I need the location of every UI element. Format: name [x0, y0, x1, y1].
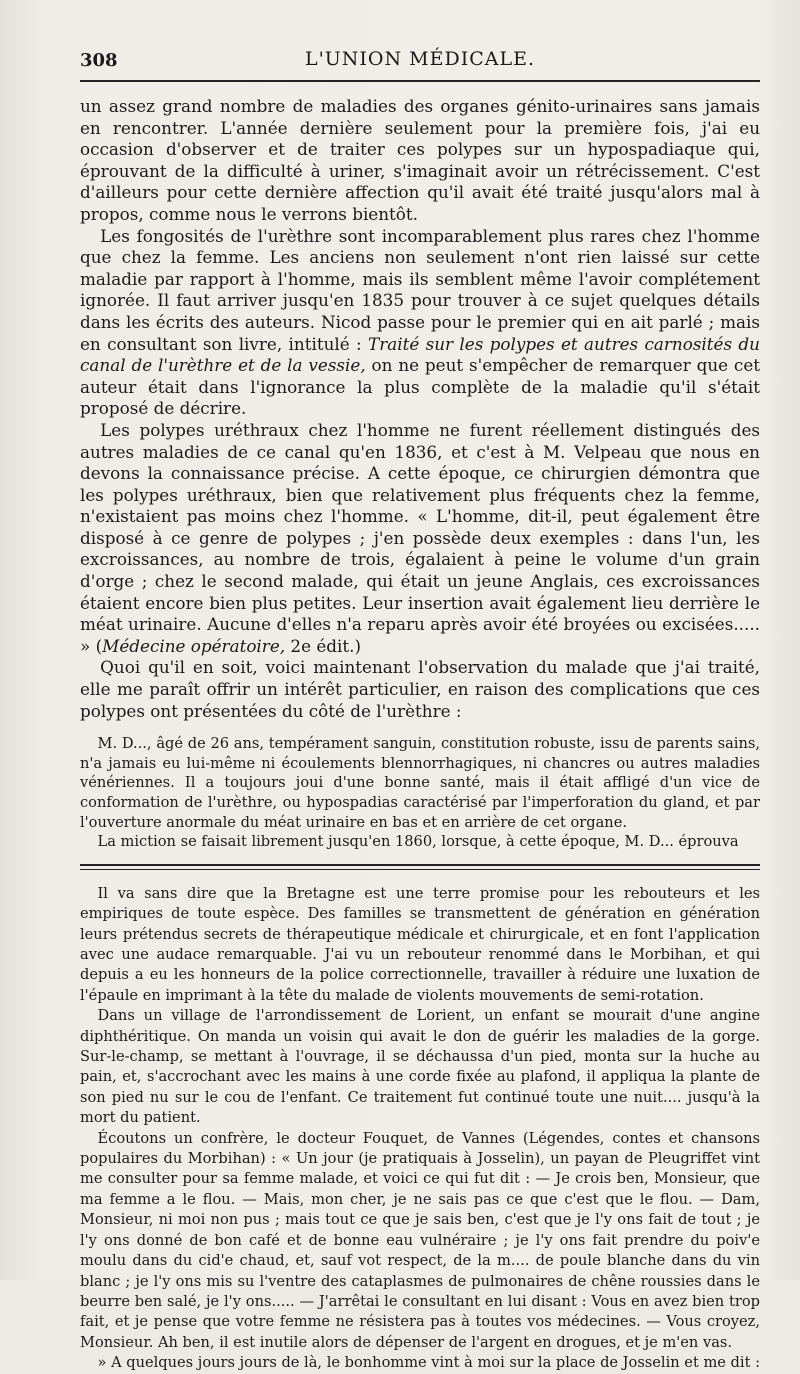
- text-run: Les polypes uréthraux chez l'homme ne furent réellement distingués des autres maladies de ce canal qu'en 1836, et c'est à M. Velpeau que nous en devons la connaissance précise. A cette époque, ce chirurgien démontra que les polypes uréthraux, bien que relativement plus fréquents chez la femme, n'existaient pas moins chez l'homme. « L'homme, dit-il, peut également être disposé à ce genre de polypes ; j'en possède deux exemples : dans l'un, les excroissances, au nombre de trois, égalaient à peine le volume d'un grain d'orge ; chez le second malade, qui était un jeune Anglais, ces excroissances étaient encore bien plus petites. Leur insertion avait également lieu derrière le méat urinaire. Aucune d'elles n'a reparu après avoir été broyées ou excisées..... » (: [80, 419, 760, 656]
- feuilleton-divider: [80, 864, 760, 870]
- paragraph: Dans un village de l'arrondissement de Lorient, un enfant se mourait d'une angine diphthéritique. On manda un voisin qui avait le don de guérir les maladies de la gorge. Sur-le-champ, se mettant à l'ouvrage, il se déchaussa d'un pied, monta sur la huche au pain, et, s'accrochant avec les mains à une corde fixée au plafond, il appliqua la plante de son pied nu sur le cou de l'enfant. Ce traitement fut continué toute une nuit.... jusqu'à la mort du patient.: [80, 1007, 760, 1127]
- paragraph: [80, 420, 760, 658]
- running-head: L'UNION MÉDICALE.: [304, 48, 536, 70]
- text-run: Les fongosités de l'urèthre sont incomparablement plus rares chez l'homme que chez la femme. Les anciens non seulement n'ont rien laissé sur cette maladie par rapport à l'homme, mais ils semblent même l'avoir complétement ignorée. Il faut arriver jusqu'en 1835 pour trouver à ce sujet quelques détails dans les écrits des auteurs. Nicod passe pour le premier qui en ait parlé ; mais en consultant son livre, intitulé :: [80, 225, 760, 354]
- paragraph: Il va sans dire que la Bretagne est une terre promise pour les rebouteurs et les empiriques de toute espèce. Des familles se transmettent de génération en génération leurs prétendus secrets de thérapeutique médicale et chirurgicale, et en font l'application avec une audace remarquable. J'ai vu un rebouteur renommé dans le Morbihan, et qui depuis a eu les honneurs de la police correctionnelle, travailler à réduire une luxation de l'épaule en imprimant à la tête du malade de violents mouvements de semi-rotation.: [80, 884, 760, 1004]
- paragraph: La miction se faisait librement jusqu'en 1860, lorsque, à cette époque, M. D... éprouva: [97, 833, 739, 851]
- observation-section: [80, 734, 760, 852]
- paragraph: Quoi qu'il en soit, voici maintenant l'observation du malade que j'ai traité, elle me paraît offrir un intérêt particulier, en raison des complications que ces polypes ont présentées du côté de l'urèthre :: [80, 657, 760, 721]
- book-title: Médecine opératoire,: [102, 635, 286, 656]
- book-title: Traité sur les polypes et autres carnosités du canal de l'urèthre et de la vessie,: [80, 333, 760, 376]
- page-number: 308: [80, 50, 118, 71]
- paragraph: un assez grand nombre de maladies des organes génito-urinaires sans jamais en rencontrer. L'année dernière seulement pour la première fois, j'ai eu occasion d'observer et de traiter ces polypes sur un hypospadiaque qui, éprouvant de la difficulté à uriner, s'imaginait avoir un rétrécissement. C'est d'ailleurs pour cette dernière affection qu'il avait été traité jusqu'alors mal à propos, comme nous le verrons bientôt.: [80, 96, 760, 224]
- text-run: 2e édit.): [285, 635, 362, 656]
- paragraph: [80, 226, 760, 420]
- paragraph: Écoutons un confrère, le docteur Fouquet, de Vannes (Légendes, contes et chansons populaires du Morbihan) : « Un jour (je pratiquais à Josselin), un payan de Pleugriffet vint me consulter pour sa femme malade, et voici ce qui fut dit : — Je crois ben, Monsieur, que ma femme a le flou. — Mais, mon cher, je ne sais pas ce que c'est que le flou. — Dam, Monsieur, ni moi non pus ; mais tout ce que je sais ben, c'est que je l'y ons fait de tout ; je l'y ons donné de bon café et de bonne eau vulnéraire ; je l'y ons fait prendre du poiv'e moulu dans du cid'e chaud, et, sauf vot respect, de la m.... de poule blanche dans du vin blanc ; je l'y ons mis su l'ventre des cataplasmes de pulmonaires de chêne roussies dans le beurre ben salé, je l'y ons..... — J'arrêtai le consultant en lui disant : Vous en avez bien trop fait, et je pense que votre femme ne résistera pas à toutes vos médecines. — Vous croyez, Monsieur. Ah ben, il est inutile alors de dépenser de l'argent en drogues, et je m'en vas.: [80, 1129, 760, 1351]
- page-header: [80, 46, 760, 82]
- text-run: on ne peut s'empêcher de remarquer que cet auteur était dans l'ignorance la plus complète de la maladie qu'il s'était proposé de décrire.: [80, 355, 761, 419]
- feuilleton-section: [80, 884, 760, 1374]
- main-text: [80, 96, 760, 722]
- paragraph: M. D..., âgé de 26 ans, tempérament sanguin, constitution robuste, issu de parents sains, n'a jamais eu lui-même ni écoulements blennorrhagiques, ni chancres ou autres maladies vénériennes. Il a toujours joui d'une bonne santé, mais il était affligé d'un vice de conformation de l'urèthre, ou hypospadias caractérisé par l'imperforation du gland, et par l'ouverture anormale du méat urinaire en bas et en arrière de cet organe.: [80, 735, 760, 831]
- paragraph: » A quelques jours jours de là, le bonhomme vint à moi sur la place de Josselin et me dit :: [97, 1354, 760, 1372]
